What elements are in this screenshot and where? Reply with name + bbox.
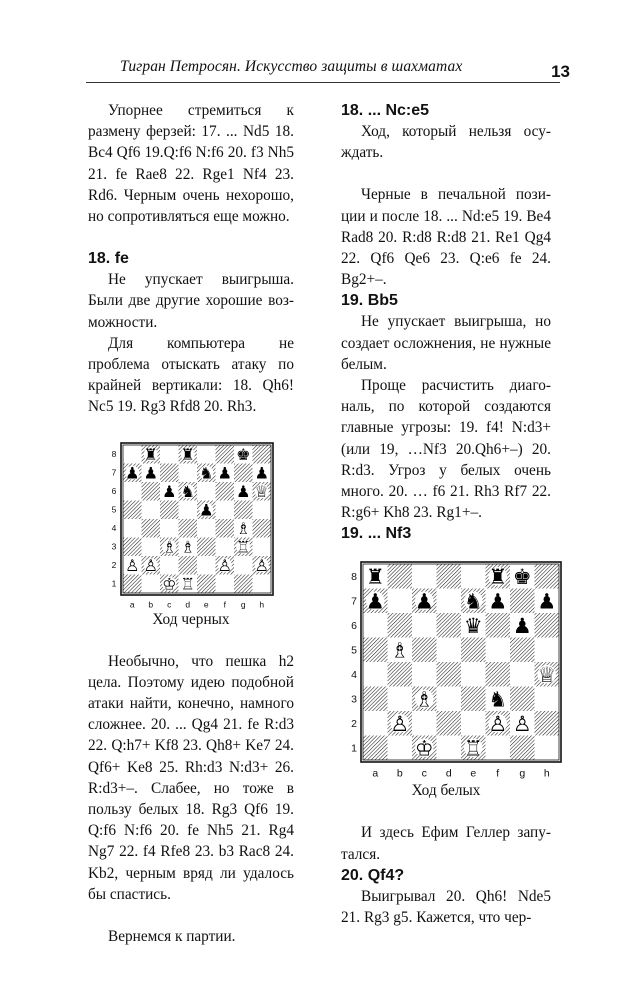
rank-label: 1 — [351, 742, 357, 755]
move-heading: 19. Bb5 — [341, 292, 398, 310]
file-label: c — [167, 599, 172, 609]
light-square — [412, 711, 437, 736]
black-rook-icon: ♜ — [365, 565, 385, 590]
file-label: h — [259, 599, 265, 609]
dark-square — [123, 500, 142, 519]
light-square — [437, 589, 462, 614]
black-king-icon: ♚ — [236, 444, 251, 464]
paragraph: Ход, который нельзя осуждать. — [341, 123, 551, 162]
light-square — [234, 556, 253, 575]
light-square — [197, 482, 216, 501]
light-square — [216, 500, 235, 519]
dark-square — [437, 711, 462, 736]
black-pawn-icon: ♟ — [512, 614, 532, 639]
white-bishop-icon: ♗ — [236, 518, 251, 538]
black-knight-icon: ♞ — [199, 463, 214, 483]
light-square — [197, 519, 216, 538]
file-label: g — [240, 599, 246, 609]
dark-square — [437, 564, 462, 589]
rank-label: 3 — [111, 541, 117, 552]
light-square — [437, 687, 462, 712]
white-bishop-icon: ♗ — [162, 537, 177, 557]
black-knight-icon: ♞ — [488, 687, 508, 712]
dark-square — [160, 463, 179, 482]
light-square — [461, 564, 486, 589]
rank-label: 7 — [351, 595, 357, 608]
black-pawn-icon: ♟ — [199, 500, 214, 520]
light-square — [510, 662, 535, 687]
black-rook-icon: ♜ — [180, 444, 195, 464]
dark-square — [437, 662, 462, 687]
rank-label: 4 — [111, 522, 117, 533]
white-bishop-icon: ♗ — [180, 537, 195, 557]
light-square — [412, 613, 437, 638]
diagram-caption: Ход белых — [411, 782, 481, 800]
rank-label: 3 — [351, 693, 357, 706]
dark-square — [510, 736, 535, 761]
chess-diagram-2 — [341, 558, 557, 801]
light-square — [363, 662, 388, 687]
dark-square — [412, 638, 437, 663]
white-pawn-icon: ♙ — [217, 555, 232, 575]
file-label: a — [372, 767, 379, 780]
file-label: c — [421, 767, 427, 780]
rank-label: 8 — [351, 571, 357, 584]
dark-square — [234, 574, 253, 593]
light-square — [535, 736, 560, 761]
light-square — [363, 711, 388, 736]
dark-square — [388, 564, 413, 589]
dark-square — [179, 519, 198, 538]
file-label: f — [496, 767, 500, 780]
light-square — [461, 711, 486, 736]
move-heading: 18. ... Nc:e5 — [341, 102, 430, 119]
white-rook-icon: ♖ — [463, 736, 483, 761]
black-pawn-icon: ♟ — [143, 463, 158, 483]
paragraph: Выигрывал 20. Qh6! Nde5 21. Rg3 g5. Кажется, что чер- — [341, 887, 551, 927]
light-square — [142, 537, 161, 556]
dark-square — [461, 687, 486, 712]
dark-square — [197, 574, 216, 593]
light-square — [486, 638, 511, 663]
file-label: h — [543, 767, 550, 780]
light-square — [160, 519, 179, 538]
file-label: g — [519, 767, 526, 780]
rank-label: 8 — [111, 448, 117, 459]
header-rule — [86, 82, 560, 83]
black-pawn-icon: ♟ — [488, 589, 508, 614]
move-heading: 20. Qf4? — [341, 866, 405, 884]
rank-label: 6 — [111, 485, 117, 496]
black-rook-icon: ♜ — [488, 565, 508, 590]
black-knight-icon: ♞ — [180, 481, 195, 501]
paragraph: Проще расчистить диагональ, по которой создаются главные угрозы: 19. f4! N:d3+ (или 19, …Nf3 20.Qh6+–) 20. R:d3. Угроз у белых очень много. 20. … f6 21. Rh3 Rf7 22. R:g6+ Kh8 23. Rg1+–. — [341, 377, 551, 522]
white-pawn-icon: ♙ — [125, 555, 140, 575]
dark-square — [437, 613, 462, 638]
dark-square — [535, 711, 560, 736]
file-label: d — [185, 599, 191, 609]
file-label: e — [470, 767, 477, 780]
dark-square — [486, 613, 511, 638]
move-heading: 18. fe — [88, 250, 129, 268]
dark-square — [179, 556, 198, 575]
white-bishop-icon: ♗ — [390, 638, 410, 663]
white-pawn-icon: ♙ — [512, 712, 532, 737]
black-queen-icon: ♛ — [463, 614, 483, 639]
light-square — [535, 687, 560, 712]
black-pawn-icon: ♟ — [414, 589, 434, 614]
light-square — [253, 537, 272, 556]
light-square — [179, 463, 198, 482]
file-label: a — [129, 599, 135, 609]
paragraph: Упорнее стремиться к размену ферзей: 17. ... Nd5 18. Bc4 Qf6 19.Q:f6 N:f6 20. f3 Nh5 21. fe Rae8 22. Rge1 Nf4 23. Rd6. Черным очень нехорошо, но сопротивляться еще можно. — [88, 102, 294, 226]
black-pawn-icon: ♟ — [537, 589, 557, 614]
dark-square — [363, 687, 388, 712]
light-square — [216, 574, 235, 593]
light-square — [412, 662, 437, 687]
dark-square — [486, 662, 511, 687]
light-square — [388, 687, 413, 712]
left-column — [88, 100, 294, 947]
rank-label: 5 — [111, 504, 117, 515]
black-king-icon: ♚ — [512, 565, 532, 590]
light-square — [535, 638, 560, 663]
white-pawn-icon: ♙ — [390, 712, 410, 737]
dark-square — [510, 687, 535, 712]
paragraph: И здесь Ефим Геллер запутался. — [341, 824, 551, 863]
file-label: d — [445, 767, 452, 780]
dark-square — [510, 589, 535, 614]
rank-label: 4 — [351, 669, 357, 682]
black-rook-icon: ♜ — [143, 444, 158, 464]
file-label: b — [148, 599, 154, 609]
dark-square — [123, 537, 142, 556]
light-square — [253, 500, 272, 519]
dark-square — [253, 445, 272, 464]
black-pawn-icon: ♟ — [217, 463, 232, 483]
light-square — [123, 445, 142, 464]
dark-square — [216, 445, 235, 464]
dark-square — [142, 482, 161, 501]
dark-square — [363, 638, 388, 663]
dark-square — [253, 519, 272, 538]
black-pawn-icon: ♟ — [365, 589, 385, 614]
light-square — [388, 736, 413, 761]
diagram-caption: Ход черных — [152, 610, 230, 628]
light-square — [197, 556, 216, 575]
light-square — [179, 500, 198, 519]
light-square — [363, 613, 388, 638]
light-square — [160, 445, 179, 464]
chess-diagram-1 — [88, 439, 294, 630]
black-pawn-icon: ♟ — [254, 463, 269, 483]
dark-square — [234, 463, 253, 482]
paragraph: Необычно, что пешка h2 цела. Поэтому идею подобной атаки найти, конечно, намного сложнее. 20. ... Qg4 21. fe R:d3 22. Q:h7+ Kf8 23. Qh8+ Ke7 24. Qf6+ Ke8 25. Rh:d3 N:d3+ 26. R:d3+–. Слабее, но тоже в пользу белых 18. Rg3 Qf6 19. Q:f6 N:f6 20. fe Nh5 21. Rg4 Ng7 22. f4 Rfe8 23. b3 Rac8 24. Kb2, черным вряд ли удалось бы спастись. — [88, 652, 294, 903]
dark-square — [461, 638, 486, 663]
dark-square — [510, 638, 535, 663]
dark-square — [197, 537, 216, 556]
file-label: f — [223, 599, 226, 609]
dark-square — [388, 662, 413, 687]
paragraph: Вернемся к партии. — [108, 928, 236, 946]
dark-square — [535, 613, 560, 638]
light-square — [160, 556, 179, 575]
dark-square — [216, 482, 235, 501]
rank-label: 6 — [351, 620, 357, 633]
file-label: b — [396, 767, 403, 780]
black-knight-icon: ♞ — [463, 589, 483, 614]
black-pawn-icon: ♟ — [162, 481, 177, 501]
white-rook-icon: ♖ — [236, 537, 251, 557]
paragraph: Для компьютера не проблема отыскать атаку по крайней вертикали: 18. Qh6! Nc5 19. Rg3 Rfd8 20. Rh3. — [88, 334, 294, 416]
paragraph: Не упускает выигрыша, но создает осложнения, не нужные белым. — [341, 313, 551, 373]
page-number: 13 — [551, 62, 570, 81]
light-square — [437, 736, 462, 761]
rank-label: 5 — [351, 644, 357, 657]
dark-square — [142, 519, 161, 538]
white-king-icon: ♔ — [162, 574, 177, 594]
move-heading: 19. ... Nf3 — [341, 525, 412, 543]
light-square — [461, 662, 486, 687]
light-square — [197, 445, 216, 464]
light-square — [216, 537, 235, 556]
light-square — [253, 574, 272, 593]
rank-label: 7 — [111, 467, 117, 478]
white-queen-icon: ♕ — [537, 663, 557, 688]
white-king-icon: ♔ — [414, 736, 434, 761]
light-square — [123, 519, 142, 538]
dark-square — [234, 500, 253, 519]
rank-label: 2 — [111, 559, 117, 570]
chessboard — [341, 558, 569, 780]
file-label: e — [203, 599, 209, 609]
white-rook-icon: ♖ — [180, 574, 195, 594]
chessboard — [101, 439, 281, 609]
dark-square — [363, 736, 388, 761]
dark-square — [535, 564, 560, 589]
white-bishop-icon: ♗ — [414, 687, 434, 712]
light-square — [437, 638, 462, 663]
dark-square — [216, 519, 235, 538]
white-pawn-icon: ♙ — [254, 555, 269, 575]
rank-label: 2 — [351, 718, 357, 731]
light-square — [123, 482, 142, 501]
black-pawn-icon: ♟ — [125, 463, 140, 483]
light-square — [142, 500, 161, 519]
paragraph: Черные в печальной позиции и после 18. ... Nd:e5 19. Be4 Rad8 20. R:d8 R:d8 21. Re1 Qg4 22. Qf6 Qe6 23. Q:e6 fe 24. Bg2+–. — [341, 186, 551, 289]
white-pawn-icon: ♙ — [143, 555, 158, 575]
light-square — [142, 574, 161, 593]
white-queen-icon: ♕ — [254, 481, 269, 501]
paragraph: Не упускает выигрыша. Были две другие хорошие возможности. — [88, 271, 294, 331]
white-pawn-icon: ♙ — [488, 712, 508, 737]
dark-square — [160, 500, 179, 519]
black-pawn-icon: ♟ — [236, 481, 251, 501]
light-square — [388, 589, 413, 614]
rank-label: 1 — [111, 578, 117, 589]
light-square — [412, 564, 437, 589]
dark-square — [123, 574, 142, 593]
light-square — [486, 736, 511, 761]
right-column — [341, 100, 557, 928]
running-title: Тигран Петросян. Искусство защиты в шахматах — [120, 58, 463, 75]
dark-square — [388, 613, 413, 638]
